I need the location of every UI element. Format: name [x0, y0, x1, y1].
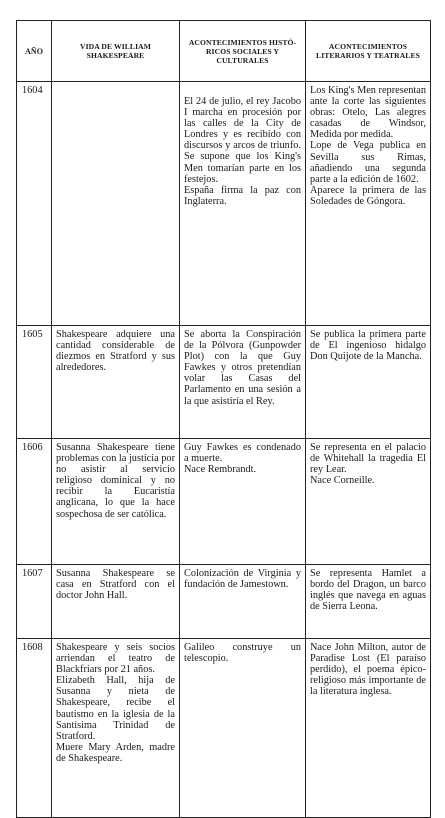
- cell-year: 1607: [17, 565, 52, 639]
- cell-year: 1604: [17, 82, 52, 326]
- cell-literary: [306, 439, 431, 565]
- table-row: [17, 326, 431, 439]
- cell-social: [180, 639, 306, 818]
- cell-literary-text: Se publica la primera parte de El ingenioso hidalgo Don Quijote de la Mancha.: [310, 329, 426, 363]
- header-year: AÑO: [17, 21, 52, 82]
- cell-year: 1608: [17, 639, 52, 818]
- cell-social-text: Colonización de Virginia y fundación de Jamestown.: [184, 568, 301, 591]
- cell-social: [180, 326, 306, 439]
- cell-social: [180, 439, 306, 565]
- cell-literary: [306, 565, 431, 639]
- cell-literary-text: Nace John Milton, autor de Paradise Lost (El paraíso perdido), el poema épico-religioso más importante de la literatura inglesa.: [310, 642, 426, 698]
- cell-social-text: El 24 de julio, el rey Jacobo I marcha en procesión por las calles de la City de Londres y es recibido con discursos y arcos de triunfo. Se supone que los King's Men tomarían parte en los festejos. España firma la paz con Inglaterra.: [184, 96, 301, 207]
- cell-life-text: Shakespeare adquiere una cantidad considerable de diezmos en Stratford y sus alrededores.: [56, 329, 175, 374]
- cell-year: 1606: [17, 439, 52, 565]
- chronology-table: [16, 20, 431, 818]
- cell-social: [180, 82, 306, 326]
- cell-literary: [306, 82, 431, 326]
- cell-life-text: Shakespeare y seis socios arriendan el teatro de Blackfriars por 21 años. Elizabeth Hall, hija de Susanna y nieta de Shakespeare, recibe el bautismo en la iglesia de la Santísima Trinidad de Stratford. Muere Mary Arden, madre de Shakespeare.: [56, 642, 175, 764]
- cell-life-text: Susanna Shakespeare tiene problemas con la justicia por no asistir al servicio religioso dominical y no recibir la Eucaristía anglicana, lo que la hace sospechosa de ser católica.: [56, 442, 175, 520]
- cell-life: [52, 82, 180, 326]
- header-social: ACONTECIMIENTOS HISTÓ-RICOS SOCIALES Y CULTURALES: [180, 21, 306, 82]
- cell-social-text: Galileo construye un telescopio.: [184, 642, 301, 665]
- cell-literary-text: Los King's Men representan ante la corte las siguientes obras: Otelo, Las alegres casadas de Windsor, Medida por medida. Lope de Vega publica en Sevilla sus Rimas, añadiendo una segunda parte a la edición de 1602. Aparece la primera de las Soledades de Góngora.: [310, 85, 426, 207]
- cell-social: [180, 565, 306, 639]
- cell-life: [52, 639, 180, 818]
- header-life: VIDA DE WILLIAM SHAKESPEARE: [52, 21, 180, 82]
- cell-literary: [306, 326, 431, 439]
- cell-life: [52, 565, 180, 639]
- cell-social-text: Se aborta la Conspiración de la Pólvora (Gunpowder Plot) con la que Guy Fawkes y otros pretendían volar las Casas del Parlamento en una sesión a la que asistiría el Rey.: [184, 329, 301, 407]
- cell-life-text: Susanna Shakespeare se casa en Stratford con el doctor John Hall.: [56, 568, 175, 602]
- cell-life: [52, 326, 180, 439]
- cell-literary: [306, 639, 431, 818]
- table-row: [17, 439, 431, 565]
- table-row: [17, 639, 431, 818]
- cell-life: [52, 439, 180, 565]
- header-literary: ACONTECIMIENTOS LITERARIOS Y TEATRALES: [306, 21, 431, 82]
- table-header-row: [17, 21, 431, 82]
- cell-year: 1605: [17, 326, 52, 439]
- cell-social-text: Guy Fawkes es condenado a muerte. Nace Rembrandt.: [184, 442, 301, 476]
- cell-literary-text: Se representa en el palacio de Whitehall la tragedia El rey Lear. Nace Corneille.: [310, 442, 426, 487]
- table-row: [17, 565, 431, 639]
- cell-literary-text: Se representa Hamlet a bordo del Dragon, un barco inglés que navega en aguas de Sierra Leona.: [310, 568, 426, 613]
- table-row: [17, 82, 431, 326]
